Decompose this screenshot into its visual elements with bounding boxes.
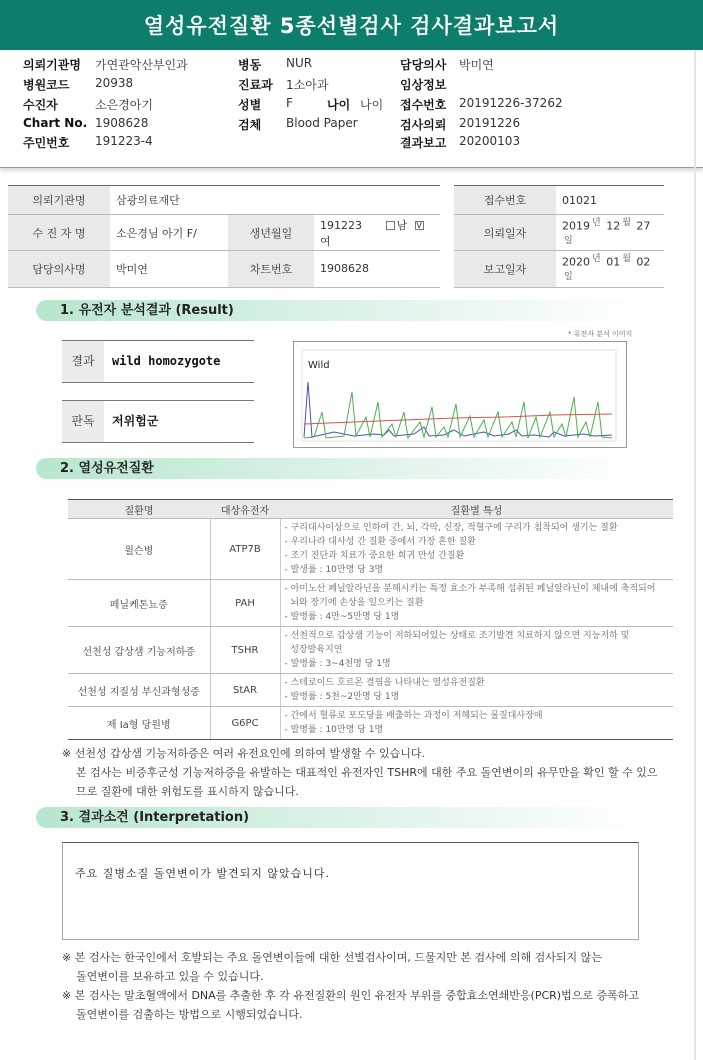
feature-line: - 스테로이드 호르몬 결핍을 나타내는 열성유전질환 — [284, 678, 485, 688]
judge-label: 판독 — [62, 401, 104, 442]
gene-name: ATP7B — [210, 519, 280, 580]
doctor-label: 담당의사명 — [8, 251, 110, 287]
table-row — [68, 519, 673, 580]
info-value: 20191226-37262 — [459, 96, 563, 110]
sex-checkbox-f: V여 — [320, 221, 422, 248]
birth-value: 191223 — [320, 218, 362, 232]
section-interpretation-header: 3. 결과소견 (Interpretation) — [36, 807, 648, 828]
inst-label: 의뢰기관명 — [8, 186, 110, 215]
info-label: 결과보고 — [400, 136, 447, 150]
disease-features — [280, 580, 673, 627]
inst-value: 삼광의료재단 — [110, 186, 440, 215]
recv-label: 접수번호 — [454, 186, 556, 215]
info-value: 소은경아기 — [95, 98, 153, 112]
result-box — [62, 340, 254, 383]
judge-value: 저위험군 — [112, 414, 159, 428]
info-value: 1908628 — [95, 116, 149, 130]
info-label: 성별 — [238, 98, 262, 112]
info-label: 수진자 — [23, 98, 58, 112]
disease-name: 선천성 갑상샘 기능저하증 — [68, 627, 210, 674]
disease-name: 제 Ia형 당원병 — [68, 707, 210, 740]
info-label: 임상정보 — [400, 78, 447, 92]
electropherogram-image — [294, 342, 626, 447]
info-label: 주민번호 — [23, 136, 70, 150]
info-value: 20938 — [95, 76, 134, 90]
disease-note-3: 므로 질환에 대한 위험도를 표시하지 않습니다. — [76, 785, 299, 798]
feature-line: - 발생률 : 10만명 당 3명 — [284, 565, 384, 575]
result-value: wild homozygote — [112, 354, 221, 368]
info-label: 검사의뢰 — [400, 118, 447, 132]
table-row — [68, 707, 673, 740]
sequencing-graph — [293, 341, 627, 448]
feature-line: 성장발육지연 — [284, 645, 343, 655]
rep-label: 보고일자 — [454, 251, 556, 287]
rep-date: 2020 $^년$ 01 $^월$ $02^일$ — [556, 251, 664, 287]
disease-features — [280, 627, 673, 674]
birth-cell — [314, 215, 440, 251]
foot-note-2: 돌연변이를 보유하고 있을 수 있습니다. — [76, 970, 264, 983]
disease-name: 선천성 지질성 부신과형성증 — [68, 674, 210, 707]
graph-label: Wild — [308, 360, 330, 371]
info-label: 담당의사 — [400, 58, 447, 72]
table-row — [68, 627, 673, 674]
info-value: NUR — [286, 56, 313, 70]
gene-name: PAH — [210, 580, 280, 627]
chart-label: 차트번호 — [228, 251, 314, 287]
chart-value: 1908628 — [314, 251, 440, 287]
feature-line: - 발병률 : 4만~5만명 당 1명 — [284, 612, 400, 622]
gene-name: TSHR — [210, 627, 280, 674]
info-row-5 — [0, 134, 703, 153]
disease-features — [280, 707, 673, 740]
section-result-header: 1. 유전자 분석결과 (Result) — [36, 300, 648, 321]
patient-label: 수 진 자 명 — [8, 215, 110, 251]
patient-value: 소은경님 아기 F/ — [110, 215, 228, 251]
req-label: 의뢰일자 — [454, 215, 556, 251]
feature-line: - 조기 진단과 치료가 중요한 희귀 만성 간질환 — [284, 551, 465, 561]
col-header-disease: 질환명 — [68, 500, 210, 519]
page-edge — [694, 50, 696, 1060]
info-row-1 — [0, 56, 703, 75]
info-value: Blood Paper — [286, 116, 358, 130]
sex-checkbox-m: 남 — [386, 219, 408, 232]
feature-line: - 발병률 : 5천~2만명 당 1명 — [284, 692, 400, 702]
disease-note-2: 본 검사는 비증후군성 기능저하증을 유발하는 대표적인 유전자인 TSHR에 대한 주요 돌연변이의 유무만을 확인 할 수 있으 — [76, 766, 658, 779]
interpretation-box — [62, 842, 639, 940]
patient-info-block — [0, 50, 703, 168]
doctor-value: 박미연 — [110, 251, 228, 287]
feature-line: - 아미노산 페닐알라닌을 분해시키는 특정 효소가 부족해 섭취된 페닐알라닌이 체내에 축적되어 — [284, 584, 656, 594]
birth-label: 생년월일 — [228, 215, 314, 251]
feature-line: - 간에서 혈류로 포도당을 배출하는 과정이 저해되는 물질대사장애 — [284, 711, 543, 721]
info-row-2 — [0, 76, 703, 95]
info-row-3 — [0, 96, 703, 115]
table-row — [68, 580, 673, 627]
info-value: F — [286, 96, 293, 110]
info-value: 20191226 — [459, 116, 521, 130]
disease-note-1: ※ 선천성 갑상샘 기능저하증은 여러 유전요인에 의하여 발생할 수 있습니다. — [62, 747, 425, 760]
col-header-gene: 대상유전자 — [210, 500, 280, 519]
info-value: 20200103 — [459, 134, 521, 148]
report-title: 열성유전질환 5종선별검사 검사결과보고서 — [0, 0, 703, 50]
info-value: 나이 — [360, 98, 384, 112]
result-label: 결과 — [62, 341, 104, 382]
info-row-4 — [0, 116, 703, 135]
info-label: 의뢰기관명 — [23, 58, 81, 72]
info-label: 검체 — [238, 118, 262, 132]
disease-name: 윌슨병 — [68, 519, 210, 580]
info-label: 접수번호 — [400, 98, 447, 112]
feature-line: 뇌와 장기에 손상을 일으키는 질환 — [284, 598, 424, 608]
feature-line: - 발병률 : 10만명 당 1명 — [284, 725, 384, 735]
info-label: Chart No. — [23, 116, 88, 130]
gene-name: G6PC — [210, 707, 280, 740]
section-disease-header: 2. 열성유전질환 — [36, 458, 648, 479]
judge-box — [62, 400, 254, 443]
foot-note-1: ※ 본 검사는 한국인에서 호발되는 주요 돌연변이들에 대한 선별검사이며, 드물지만 본 검사에 의해 검사되지 않는 — [62, 951, 602, 964]
info-label: 진료과 — [238, 78, 273, 92]
foot-note-4: 돌연변이를 검출하는 방법으로 시행되었습니다. — [76, 1008, 303, 1021]
gene-name: StAR — [210, 674, 280, 707]
request-header-table — [8, 185, 664, 288]
feature-line: - 우리나라 대사성 간 질환 중에서 가장 흔한 질환 — [284, 537, 476, 547]
disease-features — [280, 519, 673, 580]
info-label: 병원코드 — [23, 78, 70, 92]
image-note: * 유전자 분석 이미지 — [568, 330, 633, 338]
disease-table — [68, 499, 673, 740]
col-header-features: 질환별 특성 — [280, 500, 673, 519]
info-value: 가연관악산부인과 — [95, 58, 188, 72]
req-date: 2019 $^년$ 12 $^월$ $27^일$ — [556, 215, 664, 251]
feature-line: - 발병률 : 3~4천명 당 1명 — [284, 659, 391, 669]
disease-features — [280, 674, 673, 707]
feature-line: - 선천적으로 갑상샘 기능이 저하되어있는 상태로 조기발견 치료하지 않으면 지능저하 및 — [284, 631, 630, 641]
info-value: 191223-4 — [95, 134, 153, 148]
info-value: 박미연 — [459, 58, 494, 72]
table-row — [68, 674, 673, 707]
recv-value: 01021 — [556, 186, 664, 215]
info-label: 나이 — [327, 98, 351, 112]
info-label: 병동 — [238, 58, 262, 72]
interpretation-text: 주요 질병소질 돌연변이가 발견되지 않았습니다. — [75, 867, 331, 880]
feature-line: - 구리대사이상으로 인하여 간, 뇌, 각막, 신장, 적혈구에 구리가 침착되어 생기는 질환 — [284, 523, 618, 533]
info-value: 1소아과 — [286, 78, 329, 92]
disease-name: 페닐케톤뇨증 — [68, 580, 210, 627]
foot-note-3: ※ 본 검사는 말초혈액에서 DNA를 추출한 후 각 유전질환의 원인 유전자 부위를 중합효소연쇄반응(PCR)법으로 증폭하고 — [62, 989, 639, 1002]
